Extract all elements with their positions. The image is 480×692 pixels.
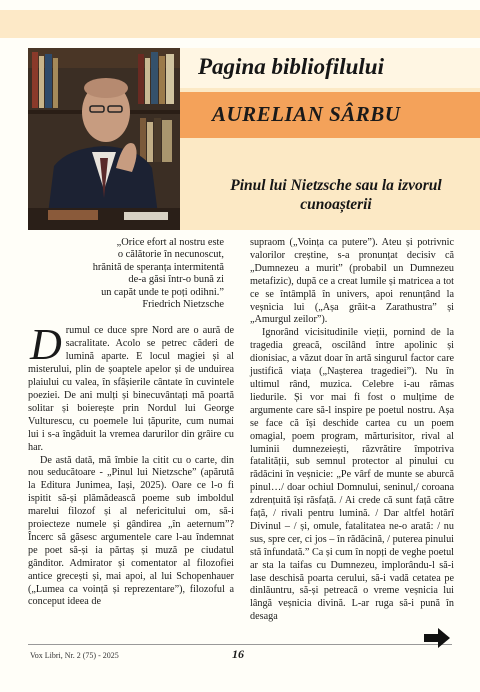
paragraph: De astă dată, mă îmbie la citit cu o carte, din nou seducătoare - „Pinul lui Nietzsche” (apărută la Editura Junimea, Iași, 2025). Oare ce l-o fi ispitit să-și plămădească poeme sub imboldul marelui filozof și al nefericitului om, să-i proiecteze numele și gândirea „în aeternum”? Încerc să găsesc argumentele care l-au îndemnat pe poet să-și ia părtaș și muză pe ciudatul gânditor. Admirator și comentator al filozofiei antice grecești și, mai apoi, al lui Schopenhauer („Lumea ca voință și reprezentare”), filozoful a conceput ideea de [28, 454, 234, 608]
publication-info: Vox Libri, Nr. 2 (75) - 2025 [30, 651, 119, 660]
author-band [180, 92, 480, 138]
left-column [28, 237, 234, 609]
drop-cap: D [30, 320, 62, 370]
intro-paragraph-block [28, 320, 234, 454]
article-subtitle: Pinul lui Nietzsche sau la izvorul cunoașterii [230, 177, 442, 213]
paragraph: Ignorând vicisitudinile vieții, pornind de la tragedia greacă, oscilând între apolinic și dionisiac, a văzut doar în artă singurul factor care justifică viața („Nașterea tragediei”). Nu în ultimul rând, muzica. Celebre i-au rămas liedurile. Și vor mai fi fost o mulțime de argumente care să-l inspire pe poetul nostru. Așa se face că își deschide cartea cu un poem omagial, poem program, mărturisitor, rival al luminii dumnezeiești, răzvrătire împotriva fatalității, sub semnul protector al pinului cu rădăcini în veșnicie: „Pe vârf de munte se aburcă pinul…/ doar ochiul Domnului, seninul,/ coroana zdrențuită își răsfață. / Ai crede că sunt față către față, / rivali pentru lumină. / Dar altfel hotărî Divinul – / și, omule, fatalitatea ne-o arată: / nu sus, spre cer, ci jos – în rădăcină, / puterea pinului stă înfundată.” Ca și cum în nopți de veghe poetul ar sta la taifas cu Dumnezeu, implorându-l să-i lase deschisă poarta cerului, să-i vadă cetatea pe dinlăuntru, să-și petreacă o vreme veșnicia lui lângă veșnicia divină. L-ar ruga să-i pună în desaga [250, 327, 454, 623]
epigraph-line: o călătorie în necunoscut, [117, 249, 224, 261]
paragraph: rumul ce duce spre Nord are o aură de sacralitate. Acolo se petrec căderi de lumină aparte. E locul magiei și al misterului, plin de șoaptele apelor și de unduirea plaiului cu valea, în sfâșierile cântate în cuvintele poeziei. De ani mulți și binecuvântați mă poartă solitar și boierește prin Nordul lui George Vulturescu, cu poemele lui țăpurite, cum numai lui i s-a îngăduit la vremea darurilor din grâire cu har. [28, 325, 234, 453]
footer [28, 644, 452, 665]
title-panel [180, 48, 480, 230]
title-strip [180, 48, 480, 88]
top-decor-band [0, 10, 480, 38]
arrow-right-icon[interactable] [424, 628, 450, 648]
header [28, 48, 480, 230]
paragraph: supraom („Voința ca putere”). Ateu și potrivnic valorilor creștine, s-a pronunțat decisiv că „Dumnezeu a murit” (probabil un Dumnezeu metafizic), după ce a creat lumile și matricea a tot ce se întâmplă în univers, apoi renunțând la veșnicia lui („Așa grăit-a Zarathustra” și „Amurgul zeilor”). [250, 237, 454, 326]
epigraph-line: hrănită de speranța intermitentă [92, 261, 224, 273]
epigraph-attribution: Friedrich Nietzsche [142, 299, 224, 311]
author-photo [28, 48, 180, 230]
page-title: Pagina bibliofilului [198, 54, 384, 79]
epigraph-line: un capăt unde te poți odihni.” [101, 286, 224, 298]
right-column [250, 237, 454, 624]
author-name: AURELIAN SÂRBU [212, 102, 401, 126]
epigraph-line: „Orice efort al nostru este [116, 237, 224, 248]
page-number: 16 [232, 647, 244, 661]
epigraph-line: de-a găsi într-o bună zi [128, 274, 224, 286]
epigraph [28, 237, 234, 311]
